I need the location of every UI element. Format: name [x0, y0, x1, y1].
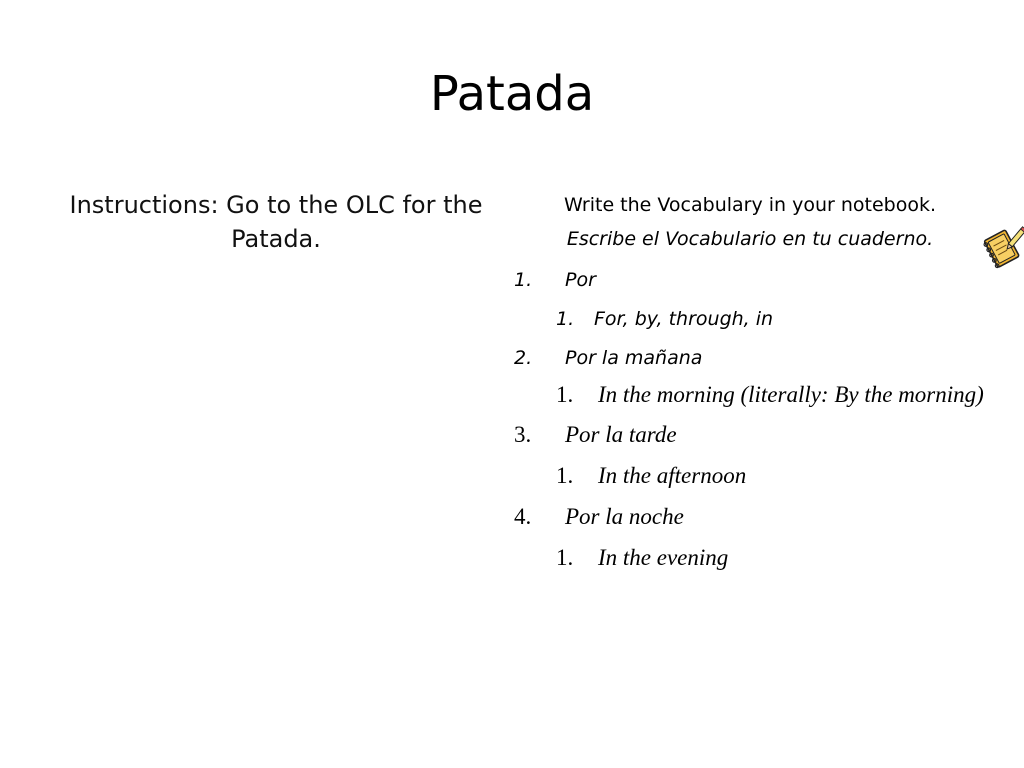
vocabulary-list	[500, 268, 1000, 573]
vocab-meaning-por-la-tarde	[500, 460, 1000, 491]
slide-title: Patada	[429, 66, 595, 122]
write-instruction-english: Write the Vocabulary in your notebook.	[563, 194, 937, 216]
vocab-meaning-por-la-noche	[500, 542, 1000, 573]
vocab-term-por-la-manana	[500, 346, 1000, 370]
list-number: 4.	[514, 504, 532, 529]
vocab-meaning: For, by, through, in	[594, 308, 774, 330]
notebook-pencil-icon	[982, 224, 1024, 270]
list-number: 1.	[556, 308, 575, 330]
vocab-meaning-por-la-manana	[500, 379, 1000, 410]
vocab-meaning-por	[500, 307, 1000, 331]
list-number: 1.	[556, 463, 574, 488]
list-number: 1.	[556, 545, 574, 570]
vocab-term: Por la noche	[565, 504, 684, 529]
vocab-term: Por la mañana	[565, 347, 703, 369]
list-number: 2.	[514, 347, 533, 369]
vocab-term-por	[500, 268, 1000, 292]
vocab-meaning: In the evening	[598, 545, 729, 570]
vocab-term: Por	[565, 269, 596, 291]
vocab-term: Por la tarde	[565, 422, 677, 447]
vocab-term-por-la-tarde	[500, 419, 1000, 450]
list-number: 1.	[556, 382, 574, 407]
write-instruction-spanish: Escribe el Vocabulario en tu cuaderno.	[566, 228, 934, 250]
vocab-term-por-la-noche	[500, 501, 1000, 532]
vocab-meaning: In the morning (literally: By the morning)	[598, 382, 984, 407]
vocabulary-column	[500, 188, 1000, 573]
instructions-text: Instructions: Go to the OLC for the Patada.	[69, 191, 483, 253]
vocab-meaning: In the afternoon	[598, 463, 747, 488]
list-number: 3.	[514, 422, 532, 447]
list-number: 1.	[514, 269, 533, 291]
